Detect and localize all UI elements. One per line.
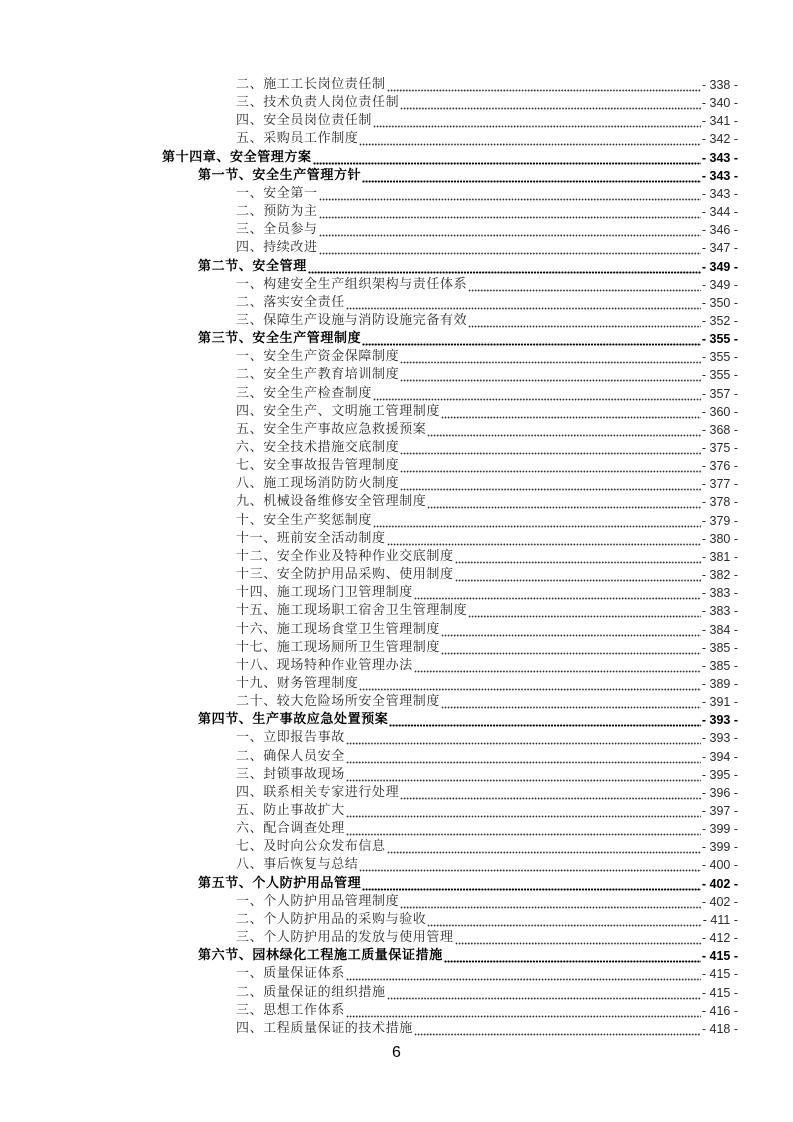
toc-entry-page: - 416 - <box>701 1003 738 1018</box>
toc-section-entry[interactable] <box>198 711 738 729</box>
toc-entry-title: 三、技术负责人岗位责任制 <box>236 95 400 111</box>
toc-entry-title: 三、保障生产设施与消防设施完备有效 <box>236 312 468 328</box>
toc-entry-page: - 399 - <box>701 840 738 855</box>
toc-subsection-entry[interactable] <box>236 312 738 330</box>
dot-leader <box>400 439 701 457</box>
toc-entry-title: 第一节、安全生产管理方针 <box>198 167 362 183</box>
toc-entry-page: - 376 - <box>701 459 738 474</box>
toc-entry-page: - 380 - <box>701 531 738 546</box>
toc-entry-page: - 360 - <box>701 404 738 419</box>
dot-leader <box>441 639 701 657</box>
toc-entry-page: - 357 - <box>701 386 738 401</box>
toc-entry-title: 五、安全生产事故应急救援预案 <box>236 421 427 437</box>
toc-subsection-entry[interactable] <box>236 403 738 421</box>
toc-subsection-entry[interactable] <box>236 239 738 257</box>
dot-leader <box>319 185 701 203</box>
dot-leader <box>468 602 701 620</box>
toc-subsection-entry[interactable] <box>236 657 738 675</box>
dot-leader <box>427 493 700 511</box>
dot-leader <box>468 276 701 294</box>
toc-entry-page: - 344 - <box>701 205 738 220</box>
toc-entry-page: - 378 - <box>701 495 738 510</box>
toc-entry-title: 二、质量保证的组织措施 <box>236 984 386 1000</box>
dot-leader <box>359 675 700 693</box>
toc-entry-page: - 346 - <box>701 223 738 238</box>
toc-entry-title: 十八、现场特种作业管理办法 <box>236 657 413 673</box>
toc-entry-page: - 395 - <box>701 767 738 782</box>
toc-entry-title: 二、确保人员安全 <box>236 748 345 764</box>
toc-entry-page: - 393 - <box>701 713 738 728</box>
toc-entry-title: 四、安全员岗位责任制 <box>236 113 373 129</box>
dot-leader <box>362 167 701 185</box>
dot-leader <box>373 112 701 130</box>
dot-leader <box>441 403 701 421</box>
dot-leader <box>346 802 701 820</box>
toc-subsection-entry[interactable] <box>236 893 738 911</box>
toc-entry-title: 一、个人防护用品管理制度 <box>236 893 400 909</box>
toc-entry-page: - 385 - <box>701 640 738 655</box>
dot-leader <box>387 530 701 548</box>
toc-section-entry[interactable] <box>198 167 738 185</box>
toc-entry-title: 十二、安全作业及特种作业交底制度 <box>236 548 454 564</box>
toc-entry-page: - 343 - <box>701 186 738 201</box>
dot-leader <box>444 947 701 965</box>
toc-entry-title: 二十、较大危险场所安全管理制度 <box>236 694 441 710</box>
toc-subsection-entry[interactable] <box>236 439 738 457</box>
dot-leader <box>400 784 701 802</box>
toc-subsection-entry[interactable] <box>236 512 738 530</box>
dot-leader <box>389 711 700 729</box>
dot-leader <box>346 294 701 312</box>
toc-entry-title: 九、机械设备维修安全管理制度 <box>236 494 427 510</box>
toc-entry-page: - 397 - <box>701 804 738 818</box>
toc-subsection-entry[interactable] <box>236 130 738 148</box>
toc-entry-page: - 377 - <box>701 477 738 492</box>
toc-entry-title: 四、持续改进 <box>236 240 318 256</box>
toc-subsection-entry[interactable] <box>236 530 738 548</box>
toc-entry-title: 四、联系相关专家进行处理 <box>236 784 400 800</box>
toc-subsection-entry[interactable] <box>236 221 738 239</box>
dot-leader <box>346 766 701 784</box>
toc-subsection-entry[interactable] <box>236 856 738 874</box>
toc-entry-title: 二、落实安全责任 <box>236 294 345 310</box>
toc-section-entry[interactable] <box>198 258 738 276</box>
dot-leader <box>346 965 701 983</box>
toc-entry-title: 十九、财务管理制度 <box>236 675 359 691</box>
dot-leader <box>359 856 700 874</box>
toc-entry-title: 五、防止事故扩大 <box>236 803 345 818</box>
toc-entry-page: - 355 - <box>701 368 738 383</box>
toc-entry-title: 第五节、个人防护用品管理 <box>198 875 362 891</box>
dot-leader <box>427 911 701 929</box>
toc-section-entry[interactable] <box>198 947 738 965</box>
toc-subsection-entry[interactable] <box>236 838 738 856</box>
toc-entry-title: 三、思想工作体系 <box>236 1002 345 1018</box>
dot-leader <box>400 366 701 384</box>
toc-entry-page: - 383 - <box>701 604 738 619</box>
dot-leader <box>400 475 701 493</box>
dot-leader <box>319 203 701 221</box>
toc-subsection-entry[interactable] <box>236 457 738 475</box>
toc-entry-page: - 355 - <box>701 332 738 347</box>
toc-subsection-entry[interactable] <box>236 1002 738 1020</box>
toc-entry-page: - 415 - <box>701 985 738 1000</box>
toc-entry-page: - 338 - <box>701 78 738 92</box>
dot-leader <box>414 657 701 675</box>
toc-entry-page: - 347 - <box>701 241 738 256</box>
toc-entry-title: 七、及时向公众发布信息 <box>236 839 386 855</box>
toc-subsection-entry[interactable] <box>236 766 738 784</box>
toc-subsection-entry[interactable] <box>236 421 738 439</box>
dot-leader <box>414 584 701 602</box>
toc-subsection-entry[interactable] <box>236 185 738 203</box>
dot-leader <box>346 1002 701 1020</box>
toc-subsection-entry[interactable] <box>236 94 738 112</box>
toc-entry-title: 四、工程质量保证的技术措施 <box>236 1020 413 1036</box>
toc-entry-page: - 349 - <box>701 259 738 274</box>
toc-entry-title: 十四、施工现场门卫管理制度 <box>236 585 413 601</box>
toc-entry-page: - 349 - <box>701 277 738 292</box>
toc-subsection-entry[interactable] <box>236 203 738 221</box>
toc-entry-page: - 391 - <box>701 695 738 710</box>
toc-subsection-entry[interactable] <box>236 802 738 820</box>
dot-leader <box>427 421 700 439</box>
toc-section-entry[interactable] <box>198 875 738 893</box>
toc-entry-title: 六、安全技术措施交底制度 <box>236 440 400 455</box>
toc-entry-page: - 340 - <box>701 96 738 111</box>
toc-subsection-entry[interactable] <box>236 820 738 838</box>
dot-leader <box>362 330 701 348</box>
toc-subsection-entry[interactable] <box>236 965 738 983</box>
toc-subsection-entry[interactable] <box>236 675 738 693</box>
dot-leader <box>468 312 701 330</box>
toc-subsection-entry[interactable] <box>236 584 738 602</box>
toc-entry-title: 一、构建安全生产组织架构与责任体系 <box>236 276 468 292</box>
dot-leader <box>387 984 701 1002</box>
toc-subsection-entry[interactable] <box>236 366 738 384</box>
toc-subsection-entry[interactable] <box>236 784 738 802</box>
toc-entry-page: - 393 - <box>701 731 738 746</box>
dot-leader <box>359 130 700 148</box>
toc-subsection-entry[interactable] <box>236 929 738 947</box>
toc-subsection-entry[interactable] <box>236 475 738 493</box>
dot-leader <box>455 929 701 947</box>
page-number: 6 <box>392 1044 401 1061</box>
toc-subsection-entry[interactable] <box>236 621 738 639</box>
toc-entry-title: 第二节、安全管理 <box>198 258 307 274</box>
toc-subsection-entry[interactable] <box>236 911 738 929</box>
dot-leader <box>455 548 701 566</box>
toc-subsection-entry[interactable] <box>236 548 738 566</box>
toc-subsection-entry[interactable] <box>236 729 738 747</box>
toc-entry-title: 四、安全生产、文明施工管理制度 <box>236 403 441 419</box>
toc-entry-page: - 399 - <box>701 822 738 837</box>
toc-entry-page: - 341 - <box>701 114 738 129</box>
toc-subsection-entry[interactable] <box>236 566 738 584</box>
toc-entry-page: - 352 - <box>701 313 738 328</box>
toc-subsection-entry[interactable] <box>236 276 738 294</box>
dot-leader <box>441 621 701 639</box>
toc-entry-page: - 402 - <box>701 894 738 909</box>
toc-entry-page: - 342 - <box>701 132 738 147</box>
toc-entry-title: 六、配合调查处理 <box>236 821 345 837</box>
toc-entry-page: - 402 - <box>701 876 738 891</box>
toc-entry-title: 二、预防为主 <box>236 204 318 220</box>
dot-leader <box>400 94 701 112</box>
toc-entry-page: - 379 - <box>701 513 738 528</box>
dot-leader <box>414 1020 701 1038</box>
toc-subsection-entry[interactable] <box>236 693 738 711</box>
toc-entry-title: 三、封锁事故现场 <box>236 766 345 782</box>
toc-subsection-entry[interactable] <box>236 984 738 1002</box>
toc-subsection-entry[interactable] <box>236 1020 738 1038</box>
dot-leader <box>441 693 701 711</box>
toc-subsection-entry[interactable] <box>236 602 738 620</box>
toc-entry-title: 三、个人防护用品的发放与使用管理 <box>236 930 454 946</box>
toc-entry-page: - 382 - <box>701 568 738 583</box>
toc-entry-page: - 418 - <box>701 1021 738 1036</box>
toc-entry-page: - 355 - <box>701 350 738 365</box>
toc-entry-page: - 415 - <box>701 967 738 982</box>
toc-entry-title: 八、施工现场消防防火制度 <box>236 476 400 492</box>
toc-entry-page: - 412 - <box>701 931 738 946</box>
toc-entry-page: - 384 - <box>701 622 738 637</box>
toc-chapter-entry[interactable] <box>162 149 738 167</box>
toc-subsection-entry[interactable] <box>236 76 738 94</box>
toc-entry-title: 十六、施工现场食堂卫生管理制度 <box>236 621 441 637</box>
toc-subsection-entry[interactable] <box>236 112 738 130</box>
dot-leader <box>313 149 701 167</box>
dot-leader <box>346 748 701 766</box>
toc-entry-title: 第三节、安全生产管理制度 <box>198 331 362 347</box>
toc-entry-title: 第四节、生产事故应急处置预案 <box>198 712 389 728</box>
toc-entry-page: - 389 - <box>701 676 738 691</box>
dot-leader <box>400 457 701 475</box>
toc-subsection-entry[interactable] <box>236 639 738 657</box>
toc-subsection-entry[interactable] <box>236 493 738 511</box>
dot-leader <box>400 348 701 366</box>
toc-entry-title: 三、安全生产检查制度 <box>236 385 373 401</box>
toc-entry-page: - 375 - <box>701 441 738 455</box>
dot-leader <box>455 566 701 584</box>
toc-entry-title: 七、安全事故报告管理制度 <box>236 458 400 474</box>
toc-entry-page: - 383 - <box>701 586 738 601</box>
toc-subsection-entry[interactable] <box>236 294 738 312</box>
toc-entry-page: - 343 - <box>701 150 738 165</box>
toc-entry-page: - 411 - <box>702 912 738 927</box>
toc-subsection-entry[interactable] <box>236 385 738 403</box>
toc-section-entry[interactable] <box>198 330 738 348</box>
toc-entry-title: 一、安全第一 <box>236 185 318 201</box>
toc-entry-page: - 400 - <box>701 858 738 873</box>
toc-entry-title: 十五、施工现场职工宿舍卫生管理制度 <box>236 603 468 619</box>
toc-entry-page: - 396 - <box>701 785 738 800</box>
dot-leader <box>387 838 701 856</box>
toc-entry-page: - 394 - <box>701 749 738 764</box>
toc-entry-title: 二、安全生产教育培训制度 <box>236 367 400 383</box>
toc-entry-title: 八、事后恢复与总结 <box>236 857 359 873</box>
dot-leader <box>362 875 701 893</box>
dot-leader <box>319 239 701 257</box>
toc-entry-page: - 368 - <box>701 422 738 437</box>
toc-entry-title: 十七、施工现场厕所卫生管理制度 <box>236 639 441 655</box>
toc-entry-page: - 415 - <box>701 949 738 964</box>
toc-entry-title: 十一、班前安全活动制度 <box>236 530 386 546</box>
toc-entry-page: - 385 - <box>701 658 738 673</box>
toc-entry-title: 一、立即报告事故 <box>236 730 345 746</box>
toc-entry-title: 三、全员参与 <box>236 222 318 238</box>
toc-entry-page: - 381 - <box>701 549 738 564</box>
toc-entry-title: 五、采购员工作制度 <box>236 131 359 147</box>
dot-leader <box>387 76 701 94</box>
toc-entry-title: 二、个人防护用品的采购与验收 <box>236 911 427 927</box>
toc-subsection-entry[interactable] <box>236 348 738 366</box>
toc-entry-title: 二、施工工长岗位责任制 <box>236 77 386 92</box>
dot-leader <box>319 221 701 239</box>
dot-leader <box>373 512 701 530</box>
dot-leader <box>373 385 701 403</box>
toc-entry-title: 一、质量保证体系 <box>236 966 345 982</box>
toc-entry-title: 十三、安全防护用品采购、使用制度 <box>236 567 454 583</box>
dot-leader <box>308 258 701 276</box>
toc-entry-page: - 350 - <box>701 295 738 310</box>
dot-leader <box>346 820 701 838</box>
toc-entry-page: - 343 - <box>701 168 738 183</box>
toc-entry-title: 一、安全生产资金保障制度 <box>236 349 400 365</box>
toc-entry-title: 第六节、园林绿化工程施工质量保证措施 <box>198 948 443 964</box>
dot-leader <box>400 893 701 911</box>
toc-entry-title: 第十四章、安全管理方案 <box>162 149 312 165</box>
toc-entry-title: 十、安全生产奖惩制度 <box>236 512 373 528</box>
toc-subsection-entry[interactable] <box>236 748 738 766</box>
dot-leader <box>346 729 701 747</box>
